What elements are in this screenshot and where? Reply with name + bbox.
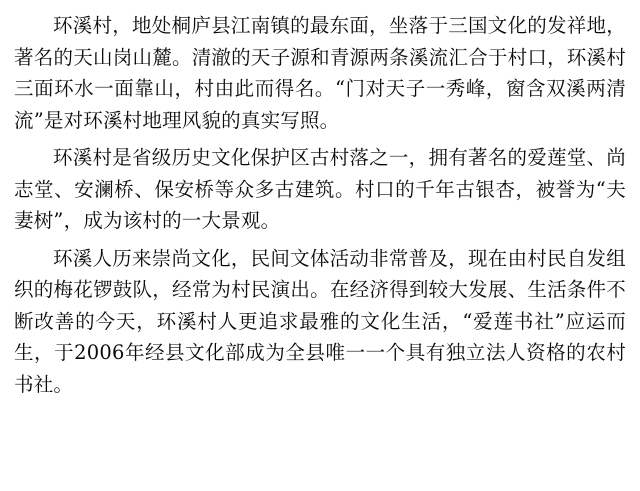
paragraph-3: 环溪人历来崇尚文化，民间文体活动非常普及，现在由村民自发组织的梅花锣鼓队，经常为村民演出。在经济得到较大发展、生活条件不断改善的今天，环溪村人更追求最雅的文化生活，“爱莲书社”应运而生，于2006年经县文化部成为全县唯一一个具有独立法人资格的农村书社。: [14, 246, 626, 396]
paragraph-2: 环溪村是省级历史文化保护区古村落之一，拥有著名的爱莲堂、尚志堂、安澜桥、保安桥等众多古建筑。村口的千年古银杏，被誉为“夫妻树”，成为该村的一大景观。: [14, 146, 626, 232]
paragraph-1: 环溪村，地处桐庐县江南镇的最东面，坐落于三国文化的发祥地，著名的天山岗山麓。清澈的天子源和青源两条溪流汇合于村口，环溪村三面环水一面靠山，村由此而得名。“门对天子一秀峰，窗含双溪两清流”是对环溪村地理风貌的真实写照。: [14, 14, 626, 132]
